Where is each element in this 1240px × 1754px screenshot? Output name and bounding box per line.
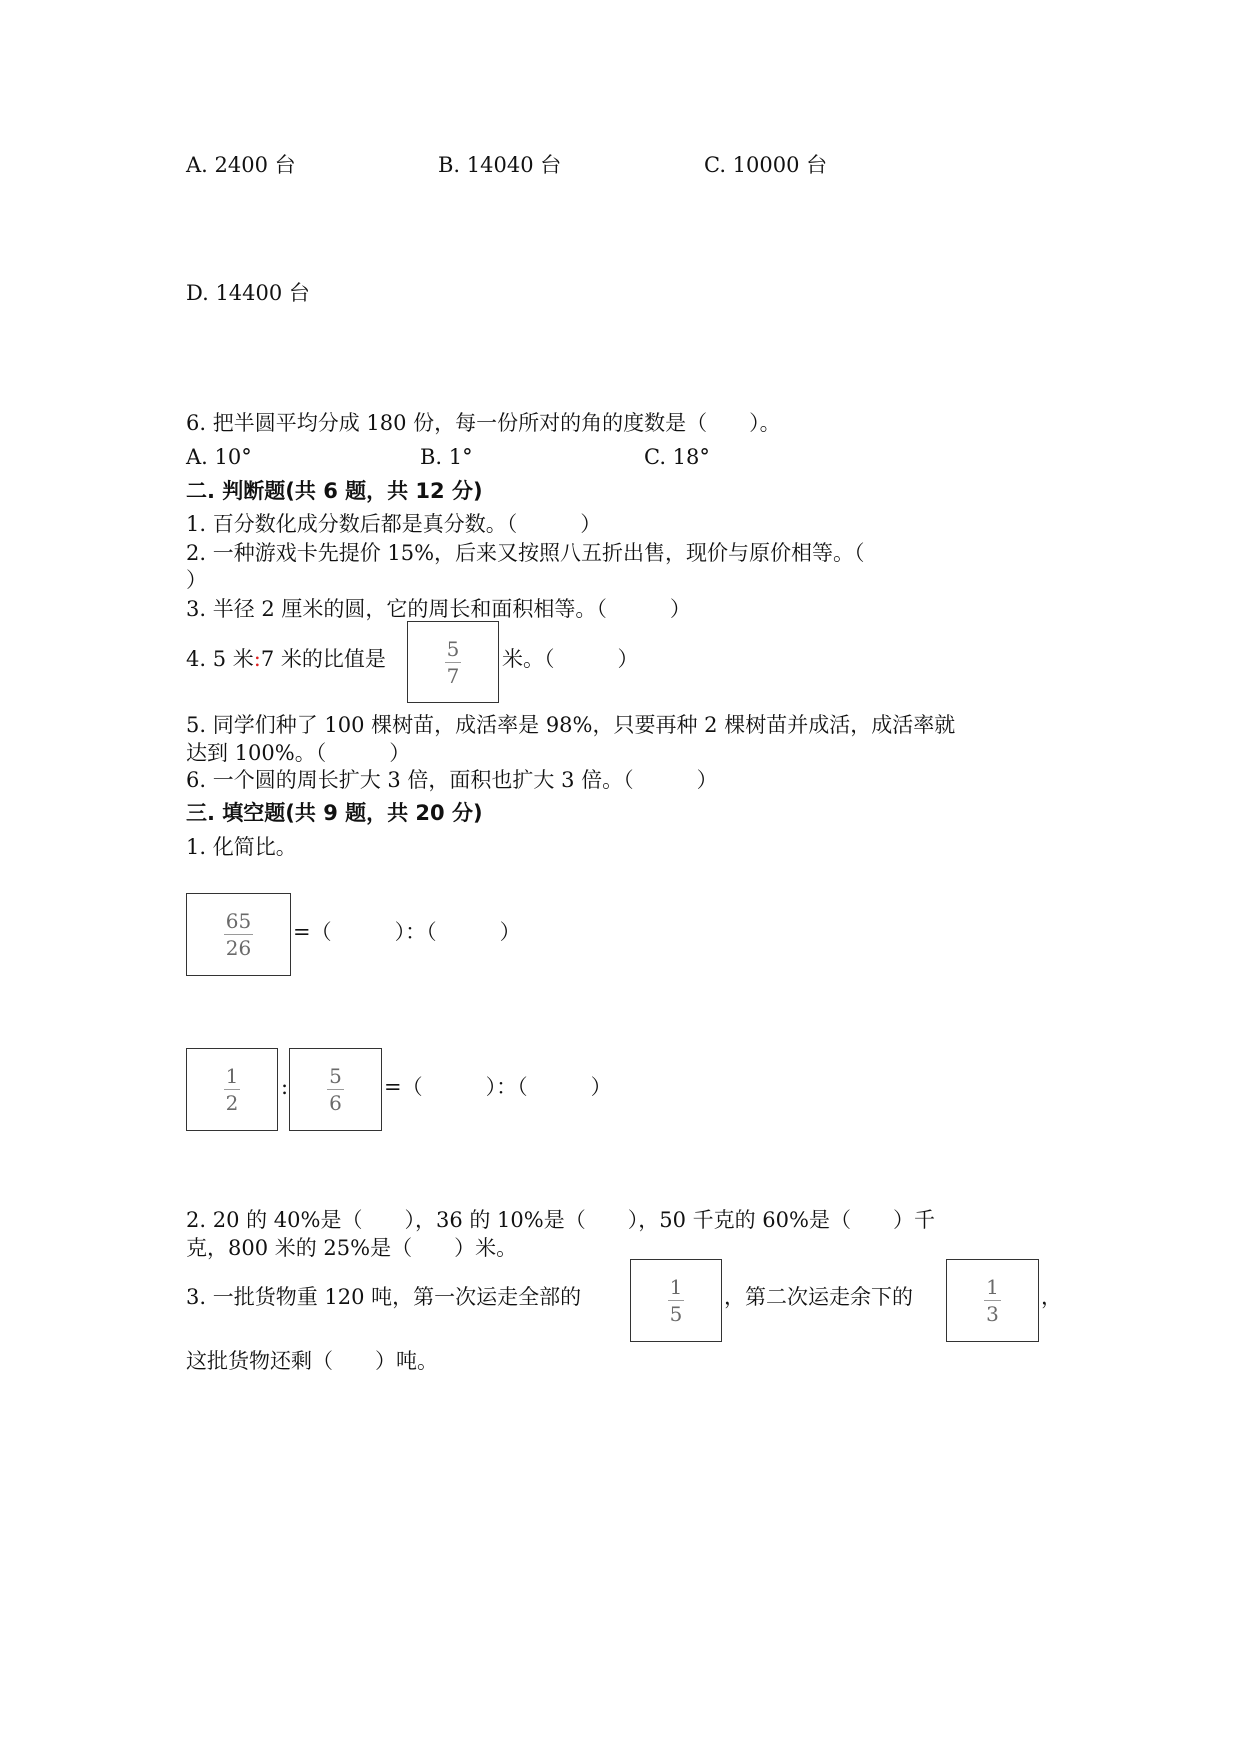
tf-q5-line2: 达到 100%。（ ）	[186, 741, 411, 765]
fraction-box-5-7	[407, 621, 499, 703]
fill-q1-stem: 1. 化简比。	[186, 835, 297, 859]
fraction-bar	[224, 934, 253, 935]
q6-option-b: B. 1°	[420, 445, 473, 469]
tf-q4-suffix: 米。（ ）	[502, 647, 639, 671]
tf-q1: 1. 百分数化成分数后都是真分数。（ ）	[186, 512, 602, 536]
denominator: 7	[446, 663, 460, 688]
fill-q3-suffix: ，	[1041, 1285, 1062, 1309]
fraction-box-1-2	[186, 1048, 278, 1131]
section3-title: 三. 填空题(共 9 题，共 20 分)	[186, 801, 483, 825]
tf-q2-line2: ）	[186, 568, 207, 592]
tf-q6: 6. 一个圆的周长扩大 3 倍，面积也扩大 3 倍。（ ）	[186, 768, 718, 792]
denominator: 3	[986, 1302, 999, 1326]
denominator: 2	[225, 1091, 239, 1115]
fraction-box-65-26	[186, 893, 291, 976]
ratio-colon: :	[253, 647, 261, 671]
fraction-bar	[327, 1089, 344, 1090]
tf-q5-line1: 5. 同学们种了 100 棵树苗，成活率是 98%，只要再种 2 棵树苗并成活，成活率就	[186, 713, 956, 737]
ratio-colon: :	[281, 1075, 289, 1099]
numerator: 5	[446, 636, 460, 661]
fraction	[668, 1277, 685, 1324]
fraction-bar	[224, 1089, 241, 1090]
numerator: 65	[225, 909, 252, 933]
fill-q2-line1: 2. 20 的 40%是（ ），36 的 10%是（ ），50 千克的 60%是（ ）千	[186, 1208, 935, 1232]
fraction-bar	[445, 662, 462, 663]
q5-option-d: D. 14400 台	[186, 281, 310, 305]
numerator: 1	[669, 1275, 683, 1299]
fraction-box-5-6	[289, 1048, 382, 1131]
fraction	[445, 636, 462, 688]
fraction	[224, 911, 253, 958]
fraction-bar	[668, 1300, 685, 1301]
fill-q1a-answer: =（ ）：（ ）	[293, 920, 521, 944]
q6-stem: 6. 把半圆平均分成 180 份，每一份所对的角的度数是（ ）。	[186, 411, 781, 435]
q5-option-b: B. 14040 台	[438, 153, 562, 177]
numerator: 5	[329, 1064, 342, 1088]
denominator: 6	[329, 1091, 342, 1115]
numerator: 1	[225, 1064, 239, 1088]
q5-option-c: C. 10000 台	[704, 153, 828, 177]
fill-q3-line2: 这批货物还剩（ ）吨。	[186, 1349, 438, 1373]
fill-q3-middle: ，第二次运走余下的	[724, 1285, 913, 1309]
denominator: 5	[669, 1302, 683, 1326]
fraction-box-1-3	[946, 1259, 1039, 1342]
section2-title: 二. 判断题(共 6 题，共 12 分)	[186, 479, 483, 503]
fill-q1b-answer: =（ ）：（ ）	[384, 1075, 612, 1099]
denominator: 26	[225, 936, 252, 960]
q6-option-a: A. 10°	[186, 445, 252, 469]
q5-option-a: A. 2400 台	[186, 153, 296, 177]
fraction	[327, 1066, 344, 1113]
fraction	[984, 1277, 1001, 1324]
fill-q2-line2: 克，800 米的 25%是（ ）米。	[186, 1236, 518, 1260]
numerator: 1	[986, 1275, 999, 1299]
q6-option-c: C. 18°	[644, 445, 710, 469]
fraction-box-1-5	[630, 1259, 722, 1342]
fraction-bar	[984, 1300, 1001, 1301]
fill-q3-prefix: 3. 一批货物重 120 吨，第一次运走全部的	[186, 1285, 582, 1309]
fraction	[224, 1066, 241, 1113]
tf-q4-prefix: 4. 5 米:7 米的比值是	[186, 647, 386, 671]
tf-q2-line1: 2. 一种游戏卡先提价 15%，后来又按照八五折出售，现价与原价相等。（	[186, 541, 865, 565]
tf-q3: 3. 半径 2 厘米的圆，它的周长和面积相等。（ ）	[186, 597, 691, 621]
